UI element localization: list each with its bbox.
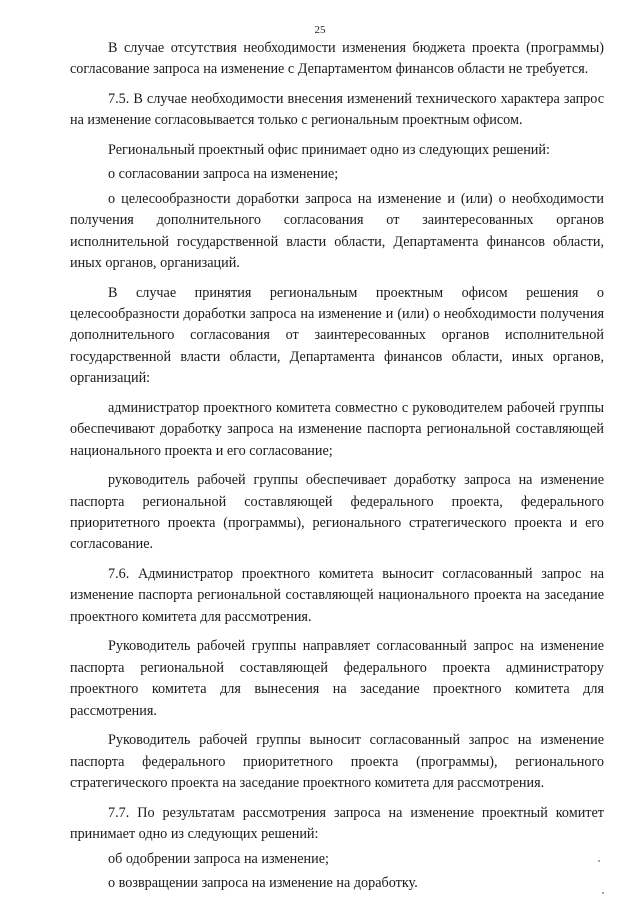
scan-speck [602,892,604,894]
paragraph-revision-case: В случае принятия региональным проектным офисом решения о целесообразности доработки запроса на изменение и (или) о необходимости получения дополнительного согласования от заинтересованных органов исполнительной государственной власти области, Департамента финансов области, иных органов, организаций: [70,284,604,387]
paragraph-7-5: 7.5. В случае необходимости внесения изменений технического характера запрос на изменение согласовывается только с региональным проектным офисом. [70,91,604,129]
list-item-revision: о целесообразности доработки запроса на изменение и (или) о необходимости получения дополнительного согласования от заинтересованных органов исполнительной государственной власти области, Департамента финансов области, иных органов, организаций. [70,190,604,272]
scan-speck [598,860,600,862]
document-body [70,38,604,897]
list-item-approval: о согласовании запроса на изменение; [108,166,339,183]
paragraph-leader-sends: Руководитель рабочей группы направляет согласованный запрос на изменение паспорта региональной составляющей федерального проекта администратору проектного комитета для вынесения на заседание проектного комитета для рассмотрения. [70,638,604,719]
paragraph-leader-submits: Руководитель рабочей группы выносит согласованный запрос на изменение паспорта федерального приоритетного проекта (программы), регионального стратегического проекта на заседание проектного комитета для рассмотрения. [70,732,604,792]
paragraph-budget-note: В случае отсутствия необходимости изменения бюджета проекта (программы) согласование запроса на изменение с Департаментом финансов области не требуется. [70,40,604,78]
paragraph-7-7: 7.7. По результатам рассмотрения запроса на изменение проектный комитет принимает одно из следующих решений: [70,804,604,843]
list-item-admin-revision: администратор проектного комитета совместно с руководителем рабочей группы обеспечивают доработку запроса на изменение паспорта региональной составляющей национального проекта и его согласование; [70,399,604,459]
list-item-approve-request: об одобрении запроса на изменение; [108,850,329,867]
page-number: 25 [314,24,326,36]
list-item-leader-revision: руководитель рабочей группы обеспечивает доработку запроса на изменение паспорта региональной составляющей федерального проекта, федерального приоритетного проекта (программы), регионального стратегического проекта и его согласование. [70,472,604,553]
paragraph-office-decisions: Региональный проектный офис принимает одно из следующих решений: [108,142,550,158]
paragraph-7-6: 7.6. Администратор проектного комитета выносит согласованный запрос на изменение паспорта региональной составляющей национального проекта на заседание проектного комитета для рассмотрения. [70,566,604,625]
list-item-return-request: о возвращении запроса на изменение на доработку. [108,874,418,891]
